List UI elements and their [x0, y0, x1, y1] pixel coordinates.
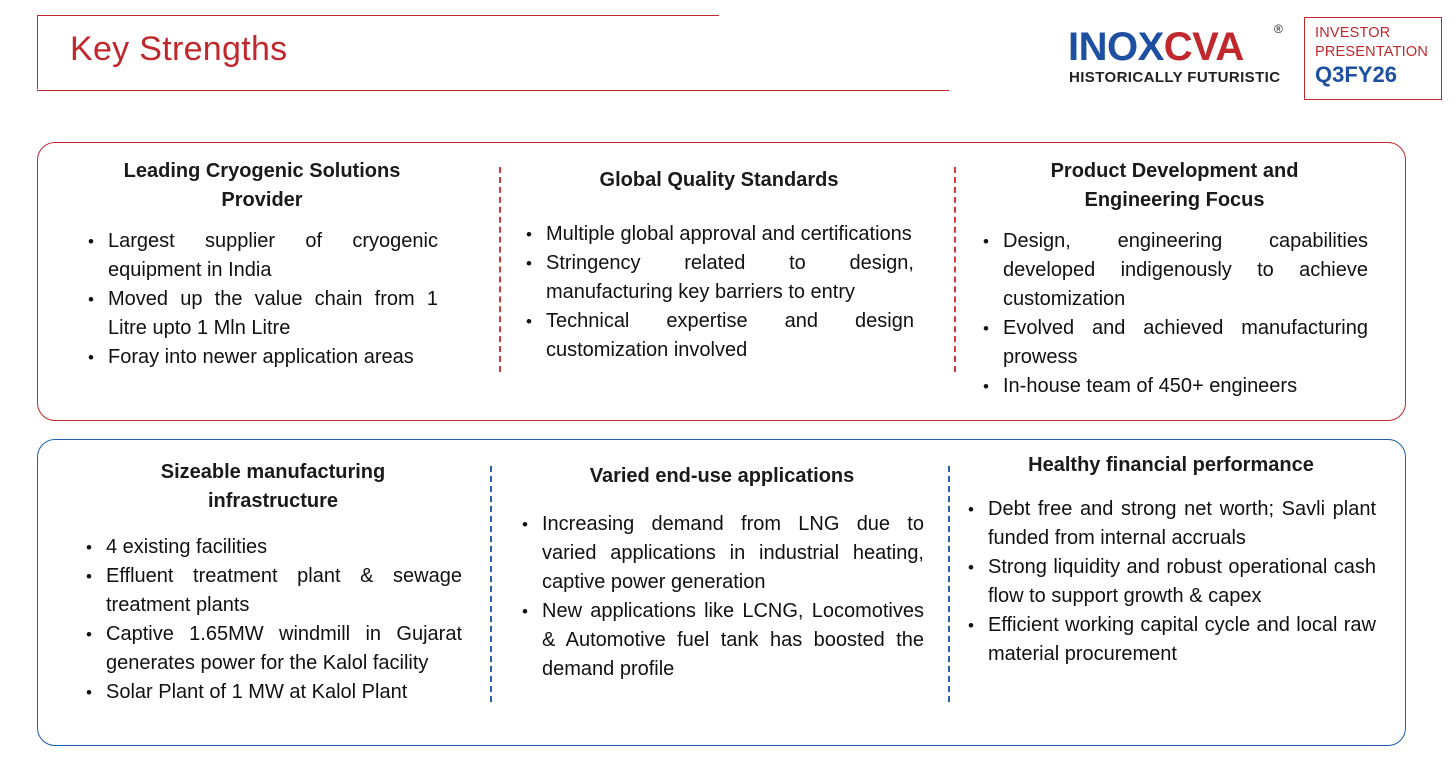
- card-title: Leading Cryogenic Solutions Provider: [123, 160, 401, 211]
- card-points: [84, 533, 462, 707]
- strength-card-leading-provider: [86, 157, 438, 372]
- column-divider: [954, 167, 956, 372]
- strength-card-end-use-applications: [520, 462, 924, 684]
- card-point: • Captive 1.65MW windmill in Gujarat generates power for the Kalol facility: [84, 620, 462, 678]
- card-point: • Solar Plant of 1 MW at Kalol Plant: [84, 678, 462, 707]
- strength-card-financial-performance: [966, 451, 1376, 669]
- page-title: Key Strengths: [70, 30, 288, 68]
- registered-mark: ®: [1274, 22, 1283, 36]
- card-point: • Effluent treatment plant & sewage treatment plants: [84, 562, 462, 620]
- card-point: • Largest supplier of cryogenic equipment in India: [86, 227, 438, 285]
- card-point: • Stringency related to design, manufacturing key barriers to entry: [524, 249, 914, 307]
- logo-part-inox: INOX: [1068, 25, 1164, 69]
- card-point: • Evolved and achieved manufacturing prowess: [981, 314, 1368, 372]
- card-point: • New applications like LCNG, Locomotives & Automotive fuel tank has boosted the demand profile: [520, 597, 924, 684]
- card-point: • In-house team of 450+ engineers: [981, 372, 1368, 401]
- strength-card-product-development: [981, 157, 1368, 401]
- card-points: [86, 227, 438, 372]
- card-point: • Strong liquidity and robust operational cash flow to support growth & capex: [966, 553, 1376, 611]
- card-point: • Moved up the value chain from 1 Litre upto 1 Mln Litre: [86, 285, 438, 343]
- title-underline: [37, 90, 949, 91]
- card-points: [966, 495, 1376, 669]
- card-point: • 4 existing facilities: [84, 533, 462, 562]
- logo-tagline: HISTORICALLY FUTURISTIC: [1069, 69, 1281, 86]
- inoxcva-logo: [1068, 24, 1293, 90]
- badge-line-investor: INVESTOR: [1315, 25, 1391, 41]
- strength-card-manufacturing-infrastructure: [84, 458, 462, 707]
- column-divider: [948, 466, 950, 702]
- card-points: [981, 227, 1368, 401]
- column-divider: [490, 466, 492, 702]
- card-points: [520, 510, 924, 684]
- card-title: Product Development and Engineering Focus: [1050, 160, 1299, 211]
- top-strengths-panel: [37, 142, 1406, 421]
- bottom-strengths-panel: [37, 439, 1406, 746]
- card-title: Varied end-use applications: [589, 465, 855, 487]
- logo-part-cva: CVA: [1163, 25, 1244, 69]
- column-divider: [499, 167, 501, 372]
- logo-wordmark: [1068, 24, 1244, 70]
- card-point: • Increasing demand from LNG due to varied applications in industrial heating, captive power generation: [520, 510, 924, 597]
- card-point: • Technical expertise and design customization involved: [524, 307, 914, 365]
- badge-line-presentation: PRESENTATION: [1315, 44, 1429, 60]
- card-title: Global Quality Standards: [599, 169, 839, 191]
- investor-presentation-badge: [1304, 17, 1442, 100]
- card-point: • Foray into newer application areas: [86, 343, 438, 372]
- card-point: • Design, engineering capabilities developed indigenously to achieve customization: [981, 227, 1368, 314]
- badge-quarter: Q3FY26: [1315, 62, 1397, 87]
- card-points: [524, 220, 914, 365]
- card-point: • Multiple global approval and certifications: [524, 220, 914, 249]
- card-title: Sizeable manufacturing infrastructure: [160, 461, 386, 512]
- card-point: • Debt free and strong net worth; Savli plant funded from internal accruals: [966, 495, 1376, 553]
- strength-card-quality-standards: [524, 166, 914, 365]
- card-title: Healthy financial performance: [1028, 454, 1314, 476]
- card-point: • Efficient working capital cycle and local raw material procurement: [966, 611, 1376, 669]
